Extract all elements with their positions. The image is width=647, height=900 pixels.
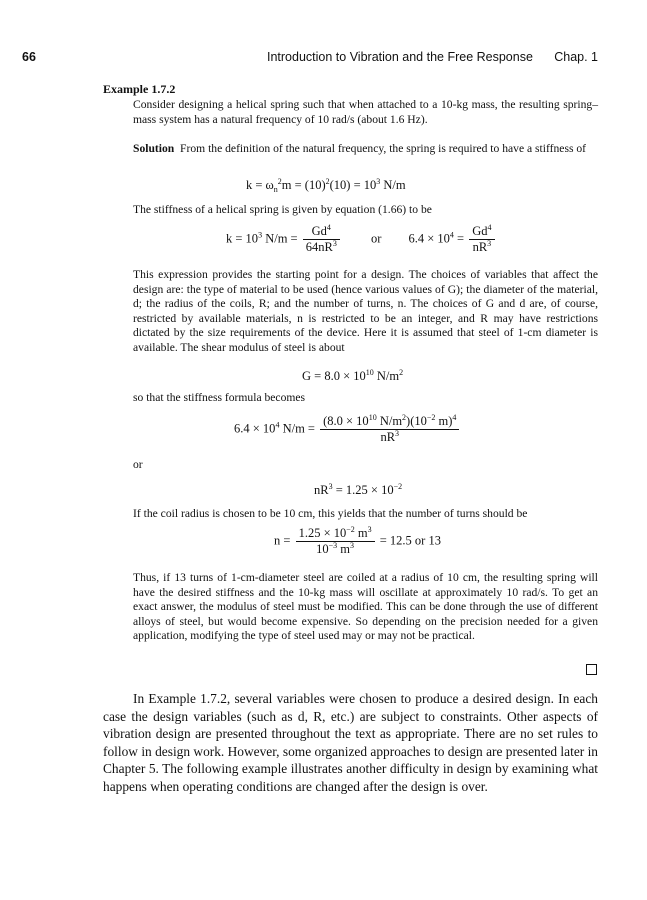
equation-natural-frequency: $k = \omega_n^2m = (10)^2(10) = 10^3$ N/m	[246, 177, 406, 194]
equation-shear-modulus: $G = 8.0 \times 10^{10}$ $N/m^2$	[302, 368, 404, 383]
solution-label: Solution	[133, 142, 175, 155]
design-paragraph: This expression provides the starting point for a design. The choices of variables that affect the design are: the type of material to be used (hence various values of G); the diameter of the material, d; the radius of the coils, R; and the number of turns, n. The choices of G and d are, of course, restricted by available materials, n is restricted to be an integer, and R may have restrictions dictated by the size requirements of the device. Here it is assumed that steel of 1-cm diameter is available. The shear modulus of steel is about	[133, 268, 598, 354]
solution-text: From the definition of the natural frequency, the spring is required to have a stiffness of	[180, 142, 587, 155]
equation-nr3: $nR^3 = 1.25 \times 10^{-2}$	[314, 482, 403, 497]
conclusion-paragraph: Thus, if 13 turns of 1-cm-diameter steel are coiled at a radius of 10 cm, the resulting spring will have the desired stiffness and the 10-kg mass will oscillate at approximately 10 rad/s. To get an exact answer, the modulus of steel must be modified. This can be done through the use of different alloys of steel, but would become expensive. So depending on the precision needed for a given application, modifying the type of steel used may or may not be practical.	[133, 571, 598, 643]
solution-paragraph	[133, 142, 598, 157]
example-title: Example 1.7.2	[103, 82, 176, 96]
equation-number-of-turns: n = $\frac{1.25 \times 10^{-2} m^3}{10^{-3} m^3}$ = 12.5 or 13	[274, 525, 441, 556]
example-problem: Consider designing a helical spring such that when attached to a 10-kg mass, the resulting spring–mass system has a natural frequency of 10 rad/s (about 1.6 Hz).	[133, 98, 598, 126]
so-text: so that the stiffness formula becomes	[133, 391, 306, 404]
end-of-example-box	[586, 664, 597, 675]
body-paragraph: In Example 1.7.2, several variables were chosen to produce a desired design. In each case the design variables (such as d, R, etc.) are subject to constraints. Other aspects of vibration design are presented throughout the text as appropriate. There are no set rules to follow in design work. However, some organized approaches to design are presented later in Chapter 5. The following example illustrates another difficulty in design by examining what happens when operating conditions are changed after the design is over.	[103, 691, 598, 794]
equation-spring-stiffness: $k = 10^3$ N/m = $\frac{Gd^4}{64nR^3}$ or $6.4 \times 10^4$ = $\frac{Gd^4}{nR^3}$	[226, 224, 497, 255]
or-text: or	[133, 458, 143, 471]
running-header	[22, 50, 598, 66]
fraction-gd4-64nr3: $\frac{Gd^4}{64nR^3}$	[303, 224, 340, 255]
equation-stiffness-substituted: $6.4 \times 10^4$ N/m = $\frac{(8.0 \times 10^{10} N/m^2)(10^{-2} m)^4}{nR^3}$	[234, 414, 461, 445]
coil-text: If the coil radius is chosen to be 10 cm, this yields that the number of turns should be	[133, 507, 528, 520]
chapter-label: Chap. 1	[554, 50, 598, 64]
page-number: 66	[22, 50, 36, 64]
fraction-gd4-nr3: $\frac{Gd^4}{nR^3}$	[469, 224, 494, 255]
stiffness-intro: The stiffness of a helical spring is given by equation (1.66) to be	[133, 203, 432, 216]
running-title: Introduction to Vibration and the Free Response	[267, 50, 533, 64]
fraction-turns: $\frac{1.25 \times 10^{-2} m^3}{10^{-3} m^3}$	[296, 526, 375, 557]
fraction-modulus: $\frac{(8.0 \times 10^{10} N/m^2)(10^{-2} m)^4}{nR^3}$	[320, 414, 459, 445]
